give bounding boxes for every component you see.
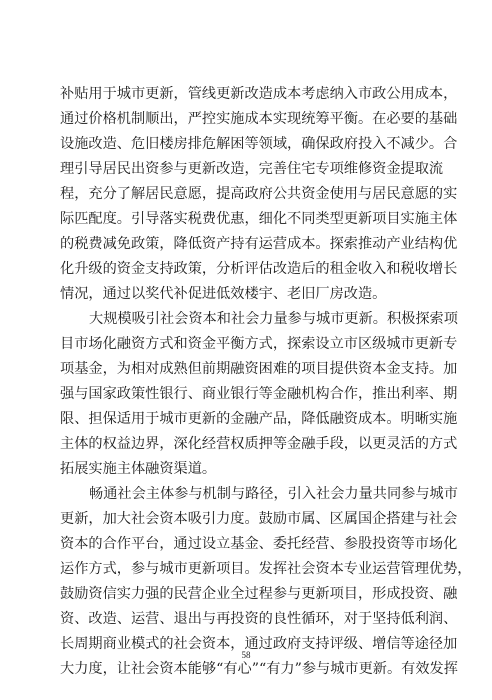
paragraph	[60, 307, 458, 482]
text-line: 化升级的资金支持政策，分析评估改造后的租金收入和税收增长	[60, 261, 458, 277]
text-line: 鼓励资信实力强的民营企业全过程参与更新项目，形成投资、融	[60, 586, 458, 602]
text-line: 大规模吸引社会资本和社会力量参与城市更新。积极探索项	[89, 311, 458, 327]
text-line: 通过价格机制顺出，严控实施成本实现统筹平衡。在必要的基础	[60, 111, 458, 127]
text-line: 际匹配度。引导落实税费优惠，细化不同类型更新项目实施主体	[60, 211, 458, 227]
text-line: 更新，加大社会资本吸引力度。鼓励市属、区属国企搭建与社会	[60, 511, 458, 527]
text-line: 资、改造、运营、退出与再投资的良性循环，对于坚持低利润、	[60, 611, 458, 627]
text-line: 拓展实施主体融资渠道。	[60, 461, 217, 477]
text-line: 的税费减免政策，降低资产持有运营成本。探索推动产业结构优	[60, 236, 458, 252]
text-line: 目市场化融资方式和资金平衡方式，探索设立市区级城市更新专	[60, 336, 458, 352]
text-line: 补贴用于城市更新，管线更新改造成本考虑纳入市政公用成本，	[60, 86, 458, 102]
text-line: 限、担保适用于城市更新的金融产品，降低融资成本。明晰实施	[60, 411, 458, 427]
text-line: 运作方式，参与城市更新项目。发挥社会资本专业运营管理优势，	[60, 561, 472, 577]
text-line: 资本的合作平台，通过设立基金、委托经营、参股投资等市场化	[60, 536, 458, 552]
text-line: 主体的权益边界，深化经营权质押等金融手段，以更灵活的方式	[60, 436, 458, 452]
text-line: 强与国家政策性银行、商业银行等金融机构合作，推出利率、期	[60, 386, 458, 402]
text-line: 长周期商业模式的社会资本，通过政府支持评级、增信等途径加	[60, 636, 458, 652]
text-line: 项基金，为相对成熟但前期融资困难的项目提供资本金支持。加	[60, 361, 458, 377]
paragraph	[60, 82, 458, 307]
text-line: 大力度，让社会资本能够“有心”“有力”参与城市更新。有效发挥	[60, 661, 458, 677]
text-line: 程，充分了解居民意愿，提高政府公共资金使用与居民意愿的实	[60, 186, 458, 202]
text-line: 理引导居民出资参与更新改造，完善住宅专项维修资金提取流	[60, 161, 444, 177]
page-number: 58	[241, 650, 251, 660]
text-line: 畅通社会主体参与机制与路径，引入社会力量共同参与城市	[89, 486, 458, 502]
text-line: 设施改造、危旧楼房排危解困等领域，确保政府投入不减少。合	[60, 136, 458, 152]
text-line: 情况，通过以奖代补促进低效楼宇、老旧厂房改造。	[60, 286, 387, 302]
body-text	[60, 82, 472, 682]
